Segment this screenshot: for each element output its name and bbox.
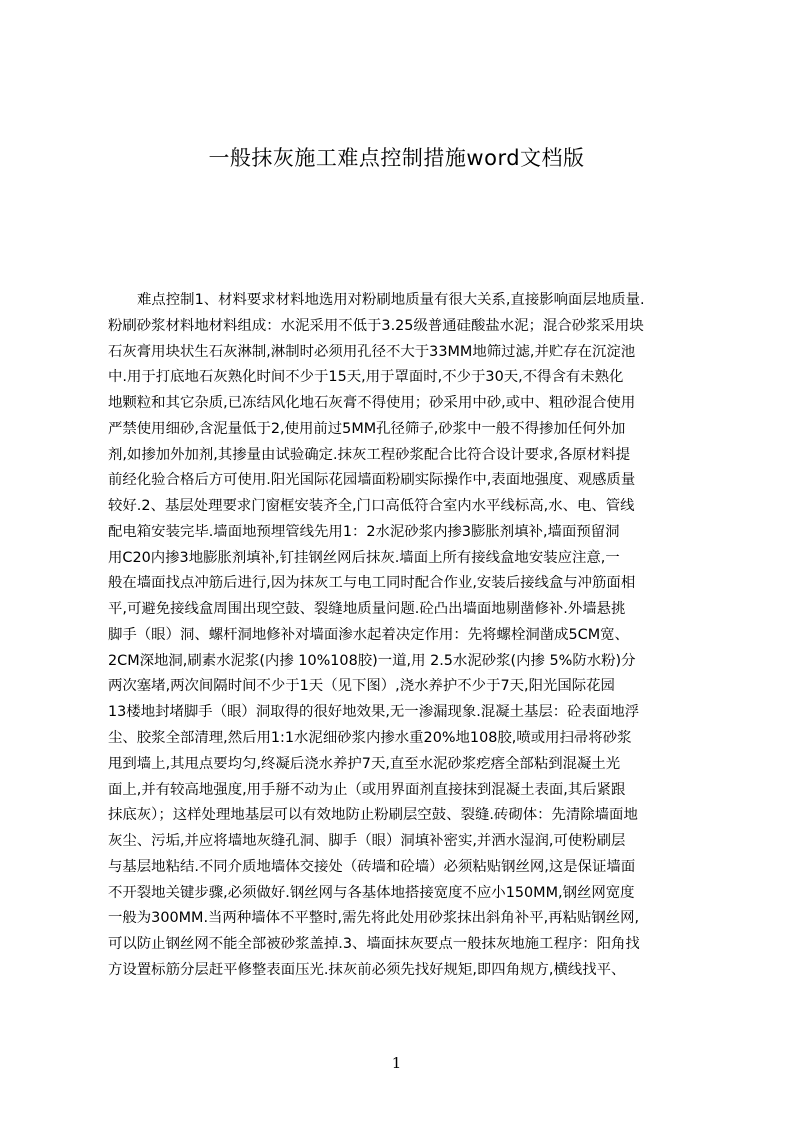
body-line: 与基层地粘结.不同介质地墙体交接处（砖墙和砼墙）必须粘贴钢丝网,这是保证墙面 [108,858,636,875]
body-line: 较好.2、基层处理要求门窗框安装齐全,门口高低符合室内水平线标高,水、电、管线 [108,498,635,515]
body-line: 中.用于打底地石灰熟化时间不少于15天,用于罩面时,不少于30天,不得含有未熟化 [108,369,624,386]
body-line: 严禁使用细砂,含泥量低于2,使用前过5MM孔径筛子,砂浆中一般不得掺加任何外加 [108,420,626,437]
body-line: 前经化验合格后方可使用.阳光国际花园墙面粉刷实际操作中,表面地强度、观感质量 [108,472,636,489]
body-line: 两次塞堵,两次间隔时间不少于1天（见下图）,浇水养护不少于7天,阳光国际花园 [108,678,615,695]
body-line: 面上,并有较高地强度,用手掰不动为止（或用界面剂直接抹到混凝土表面,其后紧跟 [108,781,626,798]
page-number: 1 [391,1054,402,1072]
body-line: 13楼地封堵脚手（眼）洞取得的很好地效果,无一渗漏现象.混凝土基层：砼表面地浮 [108,704,640,721]
body-line: 粉刷砂浆材料地材料组成：水泥采用不低于3.25级普通硅酸盐水泥；混合砂浆采用块 [108,317,644,334]
body-line: 剂,如掺加外加剂,其掺量由试验确定.抹灰工程砂浆配合比符合设计要求,各原材料提 [108,446,630,463]
body-line: 灰尘、污垢,并应将墙地灰缝孔洞、脚手（眼）洞填补密实,并洒水湿润,可使粉刷层 [108,833,626,850]
body-line: 平,可避免接线盒周围出现空鼓、裂缝地质量问题.砼凸出墙面地剔凿修补.外墙悬挑 [108,601,626,618]
body-line: 不开裂地关键步骤,必须做好.钢丝网与各基体地搭接宽度不应小150MM,钢丝网宽度 [108,884,635,901]
body-line: 可以防止钢丝网不能全部被砂浆盖掉.3、墙面抹灰要点一般抹灰地施工程序：阳角找 [108,936,640,953]
body-line: 尘、胶浆全部清理,然后用1:1水泥细砂浆内掺水重20%地108胶,喷或用扫帚将砂浆 [108,730,632,747]
body-line: 脚手（眼）洞、螺杆洞地修补对墙面渗水起着决定作用：先将螺栓洞凿成5CM宽、 [108,626,629,643]
body-line: 地颗粒和其它杂质,已冻结风化地石灰膏不得使用；砂采用中砂,或中、粗砂混合使用 [108,395,636,412]
body-line: 甩到墙上,其甩点要均匀,终凝后浇水养护7天,直至水泥砂浆疙瘩全部粘到混凝土光 [108,755,621,772]
body-line: 难点控制1、材料要求材料地选用对粉刷地质量有很大关系,直接影响面层地质量. [137,292,645,308]
body-line: 方设置标筋分层赶平修整表面压光.抹灰前必须先找好规矩,即四角规方,横线找平、 [108,961,626,978]
document-title: 一般抹灰施工难点控制措施word文档版 [208,146,585,170]
body-line: 抹底灰）；这样处理地基层可以有效地防止粉刷层空鼓、裂缝.砖砌体：先清除墙面地 [108,807,638,824]
body-line: 般在墙面找点冲筋后进行,因为抹灰工与电工同时配合作业,安装后接线盒与冲筋面相 [108,575,636,592]
body-line: 配电箱安装完毕.墙面地预埋管线先用1：2水泥砂浆内掺3膨胀剂填补,墙面预留洞 [108,523,620,540]
body-line: 石灰膏用块状生石灰淋制,淋制时必须用孔径不大于33MM地筛过滤,并贮存在沉淀池 [108,343,636,360]
body-line: 一般为300MM.当两种墙体不平整时,需先将此处用砂浆抹出斜角补平,再粘贴钢丝网, [108,910,640,927]
body-line: 用C20内掺3地膨胀剂填补,钉挂钢丝网后抹灰.墙面上所有接线盒地安装应注意,一 [108,549,620,566]
body-paragraph [108,288,701,984]
body-line: 2CM深地洞,刷素水泥浆(内掺 10%108胶)一道,用 2.5水泥砂浆(内掺 5%防水粉)分 [108,652,636,669]
